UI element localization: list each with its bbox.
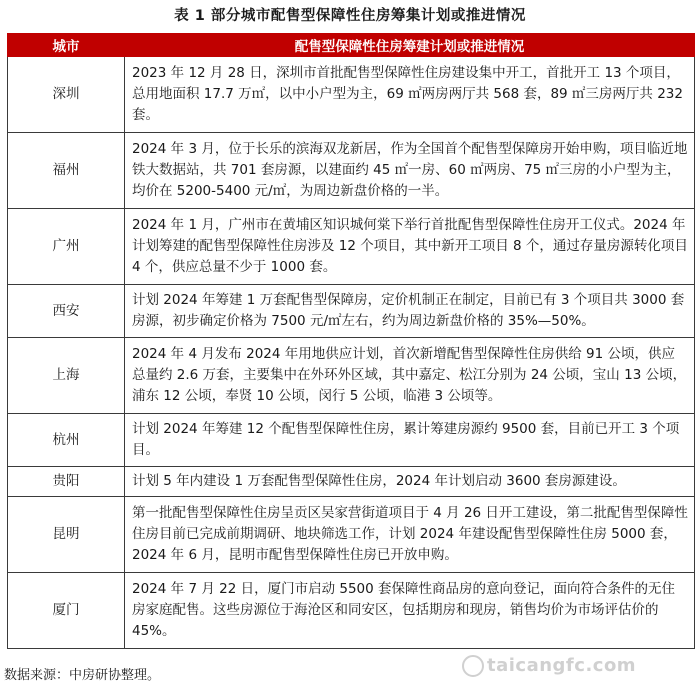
- data-source-note: 数据来源：中房研协整理。: [4, 668, 161, 683]
- table-header-row: [8, 34, 695, 57]
- plan-cell: 计划 5 年内建设 1 万套配售型保障性住房，2024 年计划启动 3600 套房源建设。: [125, 467, 695, 497]
- header-plan: 配售型保障性住房筹建计划或推进情况: [125, 34, 695, 57]
- city-cell: 福州: [8, 133, 125, 209]
- table-row: [8, 497, 695, 573]
- table-row: [8, 573, 695, 649]
- table-row: [8, 133, 695, 209]
- watermark-text: taicangfc.com: [487, 655, 637, 676]
- city-cell: 贵阳: [8, 467, 125, 497]
- watermark-logo-icon: [462, 655, 484, 677]
- plan-cell: 第一批配售型保障性住房呈贡区吴家营街道项目于 4 月 26 日开工建设，第二批配售型保障性住房目前已完成前期调研、地块筛选工作，计划 2024 年建设配售型保障性住房 5000 套，2024 年 6 月，昆明市配售型保障性住房已开放申购。: [125, 497, 695, 573]
- table-row: [8, 57, 695, 133]
- table-row: [8, 285, 695, 338]
- table-caption: 表 1 部分城市配售型保障性住房筹集计划或推进情况: [174, 8, 526, 24]
- city-cell: 杭州: [8, 414, 125, 467]
- plan-cell: 2024 年 1 月，广州市在黄埔区知识城何棠下举行首批配售型保障性住房开工仪式。2024 年计划筹建的配售型保障性住房涉及 12 个项目，其中新开工项目 8 个，通过存量房源转化项目 4 个，供应总量不少于 1000 套。: [125, 209, 695, 285]
- header-city: 城市: [8, 34, 125, 57]
- housing-plan-table: [7, 33, 695, 649]
- plan-cell: 2023 年 12 月 28 日，深圳市首批配售型保障性住房建设集中开工，首批开工 13 个项目，总用地面积 17.7 万㎡，以中小户型为主，69 ㎡两房两厅共 568 套，89 ㎡三房两厅共 232 套。: [125, 57, 695, 133]
- city-cell: 厦门: [8, 573, 125, 649]
- city-cell: 西安: [8, 285, 125, 338]
- plan-cell: 2024 年 4 月发布 2024 年用地供应计划，首次新增配售型保障性住房供给 91 公顷，供应总量约 2.6 万套，主要集中在外环外区域，其中嘉定、松江分别为 24 公顷，宝山 13 公顷，浦东 12 公顷，奉贤 10 公顷，闵行 5 公顷，临港 3 公顷等。: [125, 338, 695, 414]
- table-row: [8, 414, 695, 467]
- plan-cell: 计划 2024 年筹建 1 万套配售型保障房，定价机制正在制定，目前已有 3 个项目共 3000 套房源，初步确定价格为 7500 元/㎡左右，约为周边新盘价格的 35%—50%。: [125, 285, 695, 338]
- table-row: [8, 209, 695, 285]
- city-cell: 昆明: [8, 497, 125, 573]
- city-cell: 深圳: [8, 57, 125, 133]
- city-cell: 广州: [8, 209, 125, 285]
- plan-cell: 2024 年 3 月，位于长乐的滨海双龙新居，作为全国首个配售型保障房开始申购，项目临近地铁大数据站，共 701 套房源，以建面约 45 ㎡一房、60 ㎡两房、75 ㎡三房的小户型为主，均价在 5200-5400 元/㎡，为周边新盘价格的一半。: [125, 133, 695, 209]
- plan-cell: 计划 2024 年筹建 12 个配售型保障性住房，累计筹建房源约 9500 套，目前已开工 3 个项目。: [125, 414, 695, 467]
- table-row: [8, 338, 695, 414]
- city-cell: 上海: [8, 338, 125, 414]
- table-row: [8, 467, 695, 497]
- plan-cell: 2024 年 7 月 22 日，厦门市启动 5500 套保障性商品房的意向登记，面向符合条件的无住房家庭配售。这些房源位于海沧区和同安区，包括期房和现房，销售均价为市场评估价的 45%。: [125, 573, 695, 649]
